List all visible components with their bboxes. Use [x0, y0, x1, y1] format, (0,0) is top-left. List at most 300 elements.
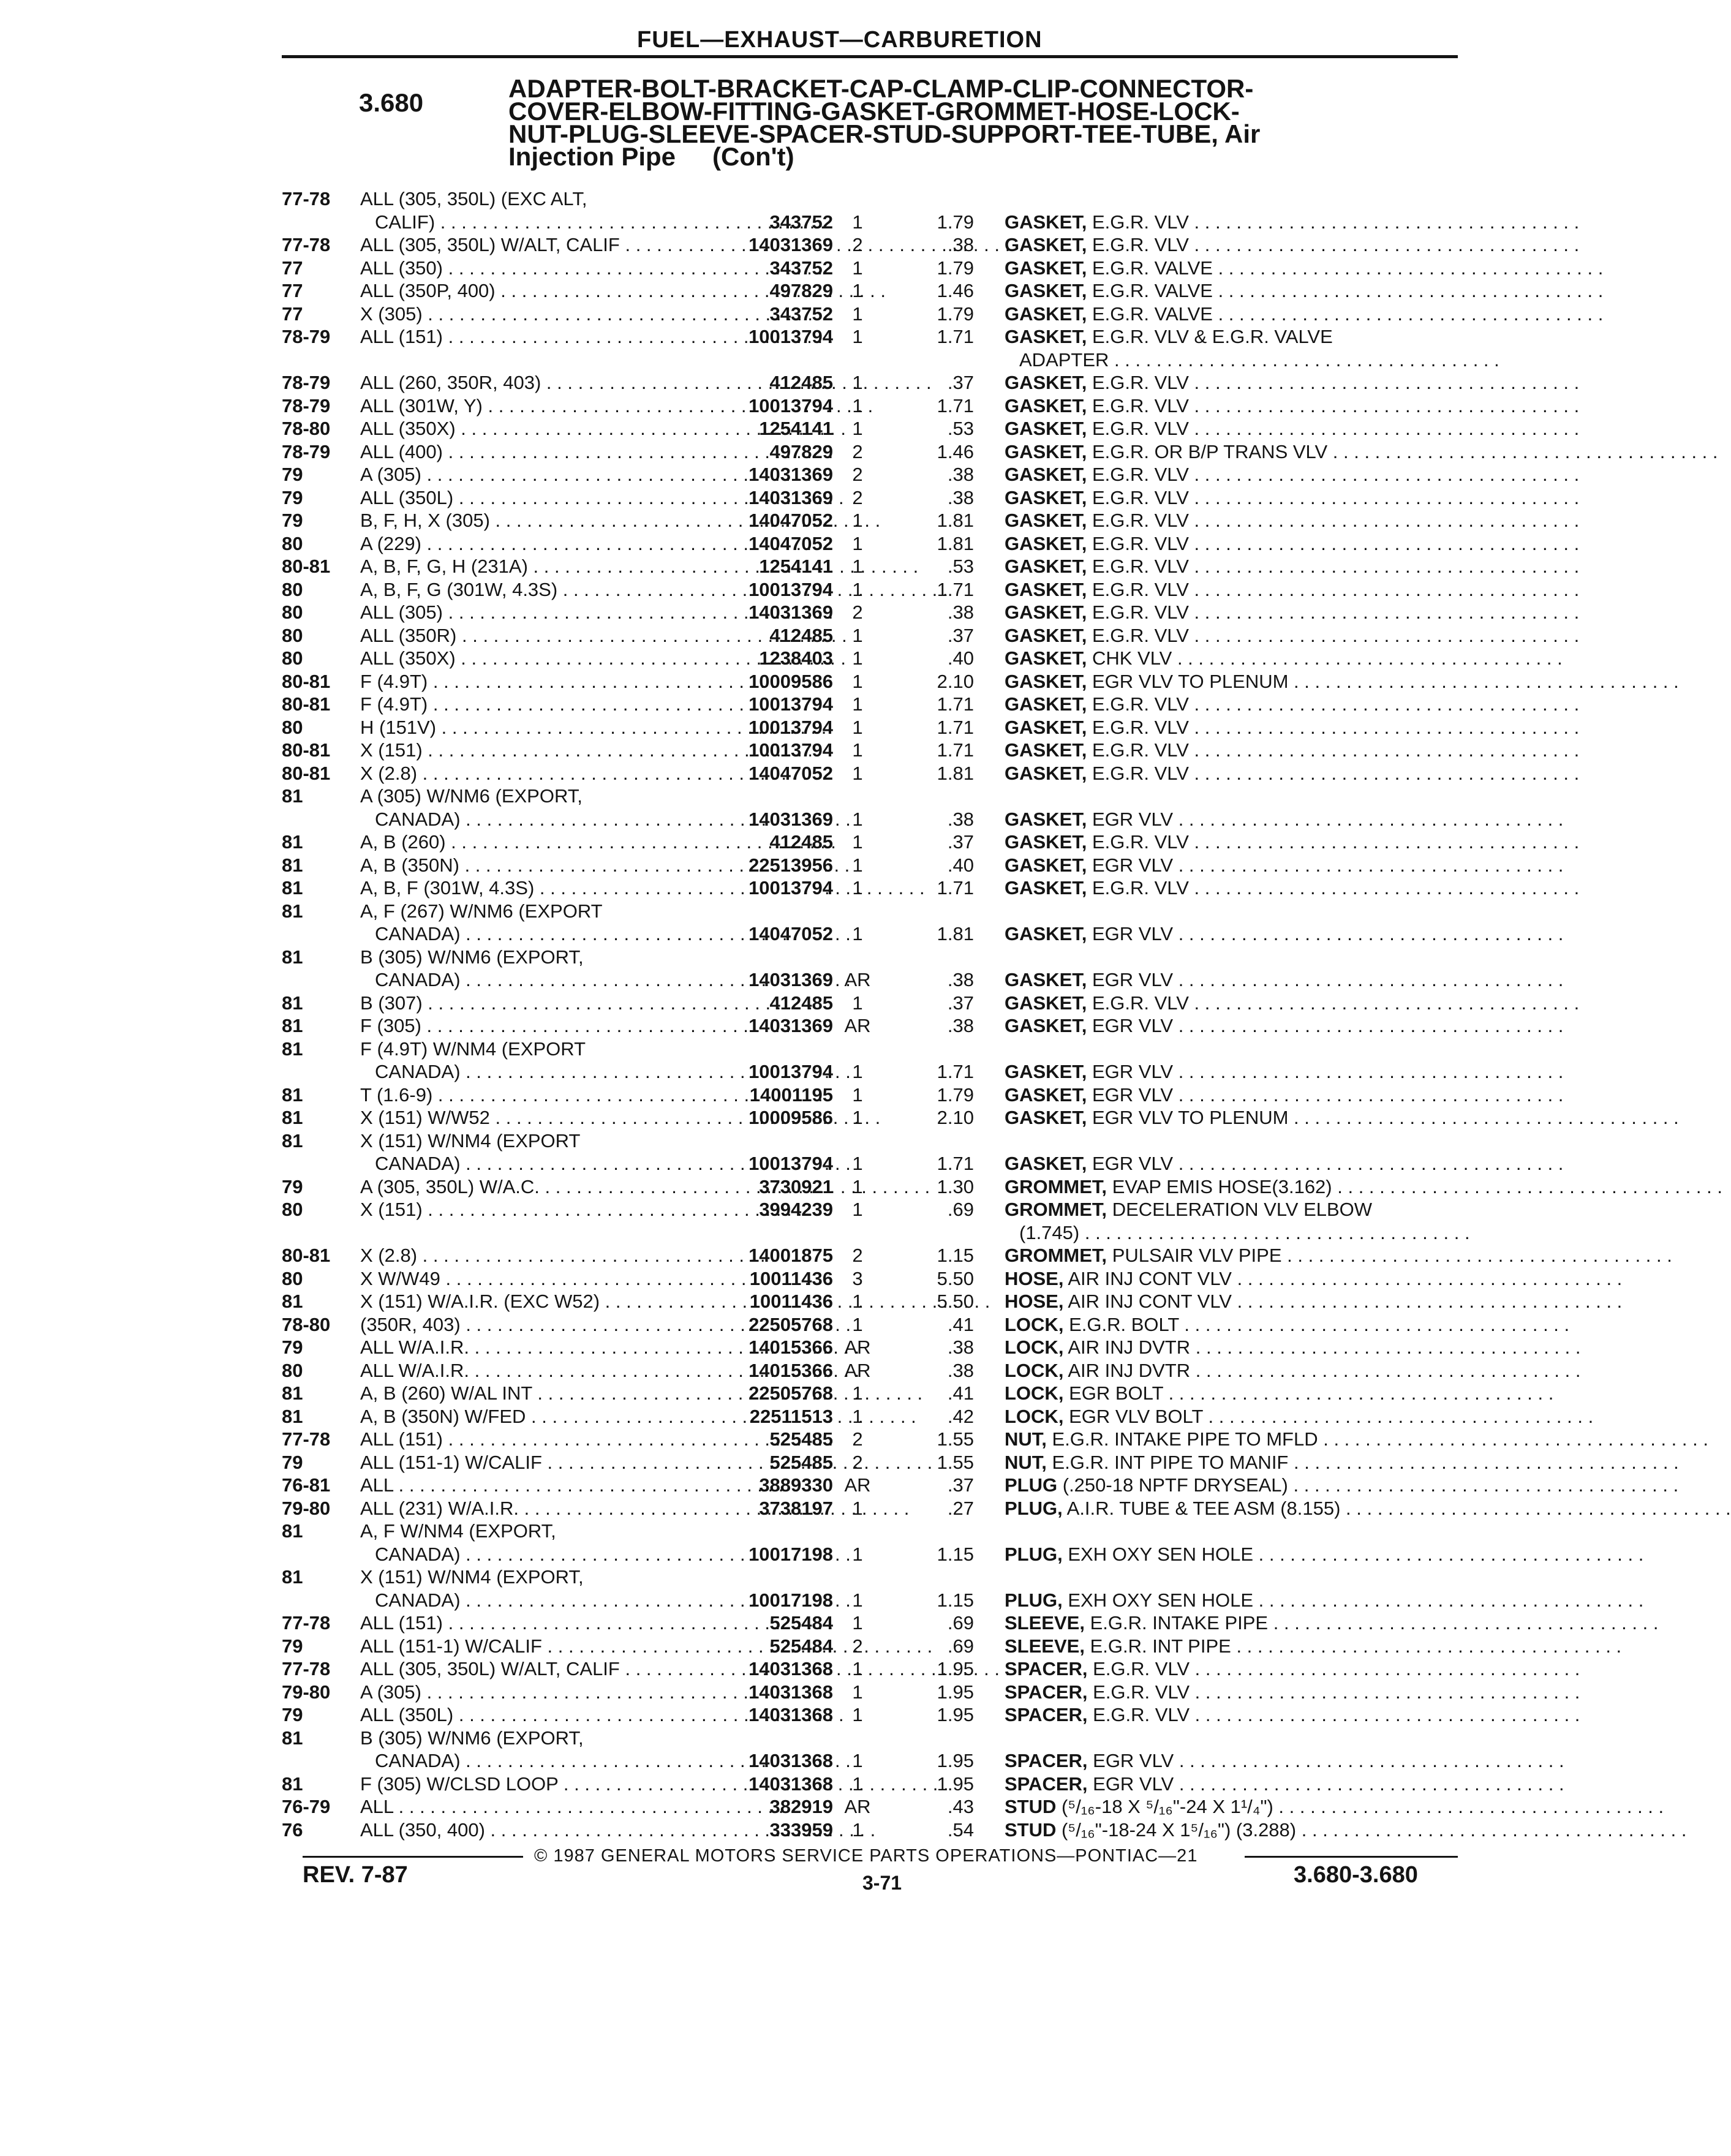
part-row [282, 1635, 1458, 1658]
model-line: X (151) . . . [360, 1198, 691, 1221]
section-title-line: COVER-ELBOW-FITTING-GASKET-GROMMET-HOSE-LOCK- [508, 97, 1240, 126]
part-detail: E.G.R. VLV . . . [1092, 601, 1579, 623]
model-year: 81 [282, 1015, 303, 1036]
price: .38 [947, 808, 974, 830]
quantity: 3 [852, 1267, 863, 1289]
price: 1.71 [937, 326, 974, 347]
model-year: 77 [282, 280, 303, 301]
part-row [282, 325, 1458, 371]
quantity: AR [844, 1336, 871, 1358]
quantity: 1 [852, 739, 863, 761]
part-description [1005, 831, 1458, 854]
price: 1.55 [937, 1451, 974, 1473]
price: 1.81 [937, 532, 974, 554]
part-number: 10017198 [749, 1543, 833, 1565]
quantity: 1 [852, 1084, 863, 1106]
part-detail: E.G.R. INTAKE PIPE TO MFLD . . . [1052, 1428, 1708, 1450]
part-detail: EGR VLV . . . [1092, 1015, 1563, 1036]
part-description [1005, 1313, 1458, 1336]
quantity: AR [844, 1015, 871, 1036]
part-detail: E.G.R. VLV . . . [1092, 510, 1579, 531]
quantity: 1 [852, 578, 863, 600]
model-line: ALL (350) . . . [360, 257, 691, 280]
part-row [282, 1244, 1458, 1267]
part-row [282, 509, 1458, 532]
part-detail: EGR VLV BOLT . . . [1069, 1406, 1593, 1427]
quantity: 1 [852, 1704, 863, 1725]
part-detail: PULSAIR VLV PIPE . . . [1112, 1245, 1672, 1266]
part-description [1005, 1681, 1458, 1704]
part-number: 412485 [769, 831, 833, 853]
quantity: 1 [852, 280, 863, 301]
part-row [282, 555, 1458, 578]
quantity: AR [844, 1359, 871, 1381]
part-detail: E.G.R. VLV . . . [1092, 763, 1579, 784]
part-description [1005, 555, 1458, 578]
model-line: ALL (301W, Y) . . . [360, 394, 691, 418]
part-number: 14031369 [749, 486, 833, 508]
part-detail: E.G.R. OR B/P TRANS VLV . . . [1092, 441, 1718, 462]
model-line: X (2.8) . . . [360, 1244, 691, 1267]
quantity: AR [844, 1796, 871, 1817]
price: 1.15 [937, 1543, 974, 1565]
model-line: ALL (151) . . . [360, 1428, 691, 1451]
part-row [282, 1014, 1458, 1038]
price: 2.10 [937, 670, 974, 692]
part-row [282, 233, 1458, 257]
quantity: 1 [852, 923, 863, 944]
model-line: ALL . . . [360, 1795, 691, 1819]
part-name: LOCK, [1005, 1359, 1064, 1381]
model-line: ALL . . . [360, 1474, 691, 1497]
model-line: ALL W/A.I.R. . . . [360, 1359, 691, 1382]
part-description [1005, 624, 1458, 647]
part-description [1005, 1106, 1458, 1129]
price: 1.95 [937, 1658, 974, 1679]
part-description [1005, 1198, 1458, 1243]
model-line: B, F, H, X (305) . . . [360, 509, 691, 532]
quantity: 1 [852, 1153, 863, 1174]
part-name: GASKET, [1005, 1061, 1087, 1082]
page-header-title: FUEL—EXHAUST—CARBURETION [637, 27, 1043, 53]
part-name: GASKET, [1005, 578, 1087, 600]
model-year: 80 [282, 647, 303, 669]
part-detail: EGR VLV . . . [1092, 969, 1563, 990]
quantity: 1 [852, 808, 863, 830]
part-number: 10009586 [749, 670, 833, 692]
part-detail: E.G.R. VLV . . . [1093, 1681, 1580, 1703]
price: 1.55 [937, 1428, 974, 1450]
part-name: GASKET, [1005, 831, 1087, 853]
part-name: GASKET, [1005, 601, 1087, 623]
part-detail: CHK VLV . . . [1092, 647, 1563, 669]
price: .38 [947, 464, 974, 485]
part-row [282, 1084, 1458, 1107]
price: .38 [947, 601, 974, 623]
quantity: 1 [852, 1543, 863, 1565]
part-number: 14001875 [749, 1245, 833, 1266]
part-description [1005, 1290, 1458, 1313]
quantity: 2 [852, 234, 863, 255]
quantity: 2 [852, 486, 863, 508]
model-year: 81 [282, 854, 303, 876]
model-year: 81 [282, 831, 303, 853]
part-name: GASKET, [1005, 280, 1087, 301]
part-name: GASKET, [1005, 1015, 1087, 1036]
model-year: 81 [282, 1773, 303, 1795]
model-line: ALL (350L) . . . [360, 486, 691, 510]
section-number: 3.680 [359, 88, 424, 117]
model-year: 81 [282, 1520, 303, 1542]
part-detail: EGR VLV . . . [1092, 1084, 1563, 1106]
part-detail: E.G.R. VLV . . . [1092, 992, 1579, 1014]
model-line: ALL (151-1) W/CALIF . . . [360, 1635, 691, 1658]
part-name: GASKET, [1005, 923, 1087, 944]
part-number: 497829 [769, 440, 833, 462]
model-year: 77-78 [282, 1612, 331, 1634]
quantity: 1 [852, 1313, 863, 1335]
part-description [1005, 1060, 1458, 1084]
part-name: SPACER, [1005, 1658, 1088, 1679]
part-row [282, 257, 1458, 280]
price: 5.50 [937, 1267, 974, 1289]
part-detail: AIR INJ CONT VLV . . . [1068, 1291, 1622, 1312]
price: 1.71 [937, 578, 974, 600]
price: 1.71 [937, 716, 974, 738]
model-year: 78-79 [282, 440, 331, 462]
price: .40 [947, 647, 974, 669]
part-detail: DECELERATION VLV ELBOW [1112, 1199, 1373, 1220]
part-name: NUT, [1005, 1428, 1047, 1450]
model-year: 77 [282, 303, 303, 325]
quantity: 2 [852, 464, 863, 485]
part-detail: EXH OXY SEN HOLE . . . [1068, 1589, 1643, 1611]
quantity: 1 [852, 831, 863, 853]
part-number: 10011436 [749, 1267, 833, 1289]
part-number: 10013794 [749, 1061, 833, 1082]
part-description [1005, 762, 1458, 785]
section-range: 3.680-3.680 [1294, 1862, 1418, 1888]
price: .53 [947, 556, 974, 577]
part-row [282, 831, 1458, 854]
part-detail: E.G.R. VLV . . . [1092, 625, 1579, 646]
revision-label: REV. 7-87 [303, 1862, 408, 1888]
part-detail: A.I.R. TUBE & TEE ASM (8.155) . . . [1067, 1498, 1731, 1519]
part-detail: E.G.R. VLV . . . [1092, 831, 1579, 853]
price: 1.81 [937, 762, 974, 784]
model-line: X (2.8) . . . [360, 762, 691, 785]
part-row [282, 1313, 1458, 1336]
part-detail: E.G.R. VLV . . . [1092, 211, 1579, 233]
price: 1.95 [937, 1681, 974, 1703]
part-name: GASKET, [1005, 234, 1087, 255]
part-name: SPACER, [1005, 1681, 1088, 1703]
part-detail: EGR VLV . . . [1093, 1750, 1564, 1771]
part-name: GASKET, [1005, 372, 1087, 393]
part-detail: E.G.R. VLV . . . [1092, 464, 1579, 485]
part-detail: E.G.R. VALVE . . . [1092, 257, 1603, 279]
part-row [282, 486, 1458, 510]
part-number: 14031368 [749, 1773, 833, 1795]
part-description [1005, 1451, 1458, 1474]
model-line: F (4.9T) W/NM4 (EXPORT [360, 1038, 586, 1060]
part-description [1005, 992, 1458, 1015]
part-number: 1254141 [759, 556, 833, 577]
part-number: 10013794 [749, 326, 833, 347]
part-number: 22511513 [749, 1405, 833, 1427]
part-name: GROMMET, [1005, 1245, 1107, 1266]
model-line: A, B, F, G, H (231A) . . . [360, 555, 691, 578]
part-detail: EGR VLV . . . [1092, 809, 1563, 830]
model-line: CANADA) . . . [375, 808, 706, 831]
footer-rule-right [1245, 1856, 1458, 1858]
part-description [1005, 303, 1458, 326]
parts-list [282, 187, 1458, 1841]
model-year: 77-78 [282, 1428, 331, 1450]
model-line: X (151) . . . [360, 739, 691, 762]
part-description [1005, 279, 1458, 303]
part-name: GASKET, [1005, 1084, 1087, 1106]
model-year: 81 [282, 1107, 303, 1128]
model-year: 79 [282, 1451, 303, 1473]
model-year: 81 [282, 900, 303, 922]
price: .38 [947, 1336, 974, 1358]
part-number: 10013794 [749, 716, 833, 738]
model-line: A, B (260) . . . [360, 831, 691, 854]
part-row [282, 1175, 1458, 1199]
part-row [282, 1819, 1458, 1842]
price: .69 [947, 1199, 974, 1220]
part-name: GASKET, [1005, 486, 1087, 508]
part-number: 22513956 [749, 854, 833, 876]
quantity: 1 [852, 854, 863, 876]
part-row [282, 670, 1458, 693]
part-description [1005, 1014, 1458, 1038]
price: .43 [947, 1796, 974, 1817]
part-detail: EGR VLV . . . [1092, 923, 1563, 944]
section-continued-label: (Con't) [712, 142, 794, 171]
model-year: 78-79 [282, 372, 331, 393]
price: 1.95 [937, 1773, 974, 1795]
part-description [1005, 1635, 1458, 1658]
part-description [1005, 1405, 1458, 1428]
part-description [1005, 1611, 1458, 1635]
quantity: 2 [852, 1428, 863, 1450]
part-row [282, 946, 1458, 992]
quantity: 1 [852, 1658, 863, 1679]
quantity: 1 [852, 211, 863, 233]
part-detail: E.G.R. VLV . . . [1092, 234, 1579, 255]
part-name: LOCK, [1005, 1313, 1064, 1335]
part-number: 14031369 [749, 601, 833, 623]
part-detail: EGR VLV . . . [1092, 1153, 1563, 1174]
part-number: 14031369 [749, 969, 833, 990]
model-line: B (305) W/NM6 (EXPORT, [360, 946, 584, 968]
part-description [1005, 808, 1458, 831]
quantity: 1 [852, 877, 863, 899]
part-number: 10013794 [749, 1153, 833, 1174]
price: 1.79 [937, 303, 974, 325]
quantity: 1 [852, 1773, 863, 1795]
part-detail: E.G.R. INTAKE PIPE . . . [1090, 1612, 1659, 1634]
model-year: 80 [282, 624, 303, 646]
part-detail: (⁵/₁₆-18 X ⁵/₁₆"-24 X 1¹/₄") . . . [1062, 1796, 1664, 1817]
quantity: 1 [852, 1589, 863, 1611]
model-year: 77 [282, 257, 303, 279]
model-line: CANADA) . . . [375, 1589, 706, 1612]
part-name: PLUG, [1005, 1543, 1063, 1565]
price: .53 [947, 418, 974, 439]
model-year: 79 [282, 1336, 303, 1358]
part-detail: E.G.R. VLV & E.G.R. VALVE [1092, 326, 1333, 347]
part-description [1005, 1382, 1458, 1405]
part-name: HOSE, [1005, 1291, 1064, 1312]
part-description [1005, 1152, 1458, 1175]
part-name: GASKET, [1005, 969, 1087, 990]
quantity: 1 [852, 1291, 863, 1312]
part-row [282, 532, 1458, 556]
model-year: 81 [282, 1382, 303, 1404]
part-name: STUD [1005, 1796, 1057, 1817]
model-year: 79 [282, 486, 303, 508]
price: .37 [947, 624, 974, 646]
model-line: ALL (350, 400) . . . [360, 1819, 691, 1842]
price: .38 [947, 1359, 974, 1381]
model-line: CANADA) . . . [375, 922, 706, 946]
quantity: 1 [852, 532, 863, 554]
model-year: 80 [282, 1267, 303, 1289]
part-description [1005, 440, 1458, 464]
model-line: X (151) W/NM4 (EXPORT [360, 1129, 581, 1152]
part-description [1005, 371, 1458, 394]
part-number: 14031369 [749, 464, 833, 485]
part-detail: E.G.R. VLV . . . [1092, 556, 1579, 577]
part-row [282, 1106, 1458, 1129]
part-name: GASKET, [1005, 326, 1087, 347]
model-line: H (151V) . . . [360, 716, 691, 739]
model-year: 77-78 [282, 1658, 331, 1679]
quantity: 1 [852, 1061, 863, 1082]
price: 1.79 [937, 257, 974, 279]
part-row [282, 1611, 1458, 1635]
part-name: LOCK, [1005, 1336, 1064, 1358]
part-row [282, 854, 1458, 877]
part-name: STUD [1005, 1819, 1057, 1841]
model-line: ALL (151) . . . [360, 325, 691, 349]
part-row [282, 1382, 1458, 1405]
part-number: 3738197 [759, 1497, 833, 1519]
price: 1.30 [937, 1175, 974, 1197]
quantity: 2 [852, 1451, 863, 1473]
part-row [282, 739, 1458, 762]
model-year: 78-80 [282, 1313, 331, 1335]
price: 1.71 [937, 1153, 974, 1174]
part-description [1005, 876, 1458, 900]
part-row [282, 1795, 1458, 1819]
part-description [1005, 854, 1458, 877]
quantity: 2 [852, 440, 863, 462]
header-rule [282, 55, 1458, 58]
part-description [1005, 1244, 1458, 1267]
part-detail: E.G.R. VLV . . . [1092, 395, 1579, 417]
part-name: GASKET, [1005, 418, 1087, 439]
model-year: 79 [282, 464, 303, 485]
model-year: 80 [282, 601, 303, 623]
price: .42 [947, 1405, 974, 1427]
part-detail: AIR INJ DVTR . . . [1068, 1360, 1580, 1381]
price: .37 [947, 1474, 974, 1496]
section-title-line: ADAPTER-BOLT-BRACKET-CAP-CLAMP-CLIP-CONNECTOR- [508, 74, 1254, 103]
part-name: LOCK, [1005, 1382, 1064, 1404]
part-name: SLEEVE, [1005, 1635, 1085, 1657]
part-number: 10013794 [749, 693, 833, 715]
part-name: PLUG, [1005, 1589, 1063, 1611]
model-line: ALL (400) . . . [360, 440, 691, 464]
quantity: 1 [852, 418, 863, 439]
price: 1.71 [937, 394, 974, 417]
part-name: SPACER, [1005, 1704, 1088, 1725]
model-line: A, F W/NM4 (EXPORT, [360, 1520, 556, 1542]
part-name: GASKET, [1005, 303, 1087, 325]
model-year: 78-79 [282, 326, 331, 347]
model-year: 80 [282, 532, 303, 554]
footer-copyright: © 1987 GENERAL MOTORS SERVICE PARTS OPERATIONS—PONTIAC—21 [534, 1846, 1198, 1866]
part-name: GROMMET, [1005, 1175, 1107, 1197]
model-year: 79 [282, 1175, 303, 1197]
part-row [282, 1566, 1458, 1611]
price: .69 [947, 1635, 974, 1657]
part-number: 14031368 [749, 1658, 833, 1679]
model-line: CANADA) . . . [375, 1060, 706, 1084]
part-detail: E.G.R. VALVE . . . [1092, 303, 1603, 325]
price: .27 [947, 1497, 974, 1519]
part-number: 14031368 [749, 1750, 833, 1771]
part-row [282, 279, 1458, 303]
model-line: A, B (350N) W/FED . . . [360, 1405, 691, 1428]
section-title [508, 74, 1452, 171]
part-name: GASKET, [1005, 854, 1087, 876]
model-year: 80-81 [282, 693, 331, 715]
part-description [1005, 1474, 1458, 1497]
model-line: X (151) W/W52 . . . [360, 1106, 691, 1129]
part-number: 343752 [769, 211, 833, 233]
part-row [282, 1198, 1458, 1244]
part-row [282, 440, 1458, 464]
part-row [282, 1497, 1458, 1520]
model-line: ALL (305, 350L) (EXC ALT, [360, 188, 587, 209]
model-line: ALL (231) W/A.I.R. . . . [360, 1497, 691, 1520]
part-row [282, 1727, 1458, 1773]
price: 1.71 [937, 739, 974, 761]
part-description [1005, 1773, 1458, 1796]
part-row [282, 1428, 1458, 1451]
part-row [282, 992, 1458, 1015]
model-line: A (305) . . . [360, 463, 691, 486]
part-detail: E.G.R. VLV . . . [1092, 487, 1579, 508]
part-name: SPACER, [1005, 1750, 1088, 1771]
model-line: ALL (151) . . . [360, 1611, 691, 1635]
part-number: 14047052 [749, 510, 833, 531]
part-number: 525485 [769, 1428, 833, 1450]
model-line: A, F (267) W/NM6 (EXPORT [360, 900, 603, 922]
part-description [1005, 578, 1458, 601]
price: 1.46 [937, 280, 974, 301]
quantity: 1 [852, 326, 863, 347]
part-description [1005, 486, 1458, 510]
part-name: GASKET, [1005, 556, 1087, 577]
part-description [1005, 1497, 1458, 1520]
quantity: 1 [852, 1405, 863, 1427]
